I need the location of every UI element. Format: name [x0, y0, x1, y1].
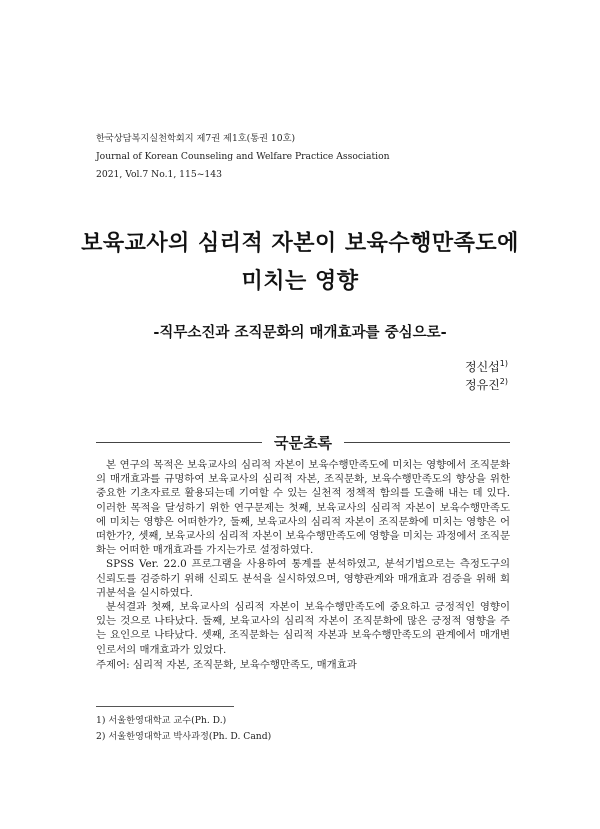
abstract-paragraph-1: 본 연구의 목적은 보육교사의 심리적 자본이 보육수행만족도에 미치는 영향에서 조직문화의 매개효과를 규명하여 보육교사의 심리적 자본, 조직문화, 보육수행만족도의 향상을 위한 중요한 기초자료로 활용되는데 기여할 수 있는 실천적 정책적 함의를 도출해 내는 데 있다. 이러한 목적을 달성하기 위한 연구문제는 첫째, 보육교사의 심리적 자본이 보육수행만족도에 미치는 영향은 어떠한가?, 둘째, 보육교사의 심리적 자본이 조직문화에 미치는 영향은 어떠한가?, 셋째, 보육교사의 심리적 자본이 보육수행만족도에 영향을 미치는 과정에서 조직문화는 어떠한 매개효과를 가지는가로 설정하였다.: [96, 459, 510, 557]
heading-rule-right: [344, 442, 510, 443]
author-2: [465, 376, 508, 393]
paper-title-line-2: 미치는 영향: [241, 269, 359, 294]
journal-name-english: Journal of Korean Counseling and Welfare Practice Association: [96, 151, 390, 162]
keywords: 주제어: 심리적 자본, 조직문화, 보육수행만족도, 매개효과: [96, 659, 357, 671]
paper-subtitle: -직무소진과 조직문화의 매개효과를 중심으로-: [153, 325, 447, 341]
journal-name-korean: 한국상담복지실천학회지 제7권 제1호(통권 10호): [96, 133, 296, 144]
footnote-1: 1) 서울한영대학교 교수(Ph. D.): [96, 715, 227, 726]
footnote-divider: [96, 706, 234, 707]
paper-title-line-1: 보육교사의 심리적 자본이 보육수행만족도에: [81, 231, 519, 256]
abstract-heading-label: 국문초록: [274, 433, 332, 452]
abstract-paragraph-2: SPSS Ver. 22.0 프로그램을 사용하여 통계를 분석하였고, 분석기법으로는 측정도구의 신뢰도를 검증하기 위해 신뢰도 분석을 실시하였으며, 영향관계와 매개효과 검증을 위해 회귀분석을 실시하였다.: [96, 558, 510, 599]
footnotes: [96, 713, 271, 745]
journal-volume-pages: 2021, Vol.7 No.1, 115~143: [96, 169, 222, 180]
heading-rule-left: [96, 442, 262, 443]
author-footnote-mark: 1): [499, 359, 508, 368]
abstract-heading: [96, 432, 510, 452]
abstract-body: [96, 458, 510, 657]
author-1: [465, 358, 508, 375]
footnote-2: 2) 서울한영대학교 박사과정(Ph. D. Cand): [96, 731, 272, 742]
author-name: 정신섭: [465, 360, 500, 374]
abstract-paragraph-3: 분석결과 첫째, 보육교사의 심리적 자본이 보육수행만족도에 중요하고 긍정적인 영향이 있는 것으로 나타났다. 둘째, 보육교사의 심리적 자본이 조직문화에 많은 긍정적 영향을 주는 요인으로 나타났다. 셋째, 조직문화는 심리적 자본과 보육수행만족도의 관계에서 매개변인로서의 매개효과가 있었다.: [96, 601, 510, 656]
author-name: 정유진: [465, 378, 500, 392]
journal-header: [96, 130, 390, 184]
author-footnote-mark: 2): [499, 377, 508, 386]
